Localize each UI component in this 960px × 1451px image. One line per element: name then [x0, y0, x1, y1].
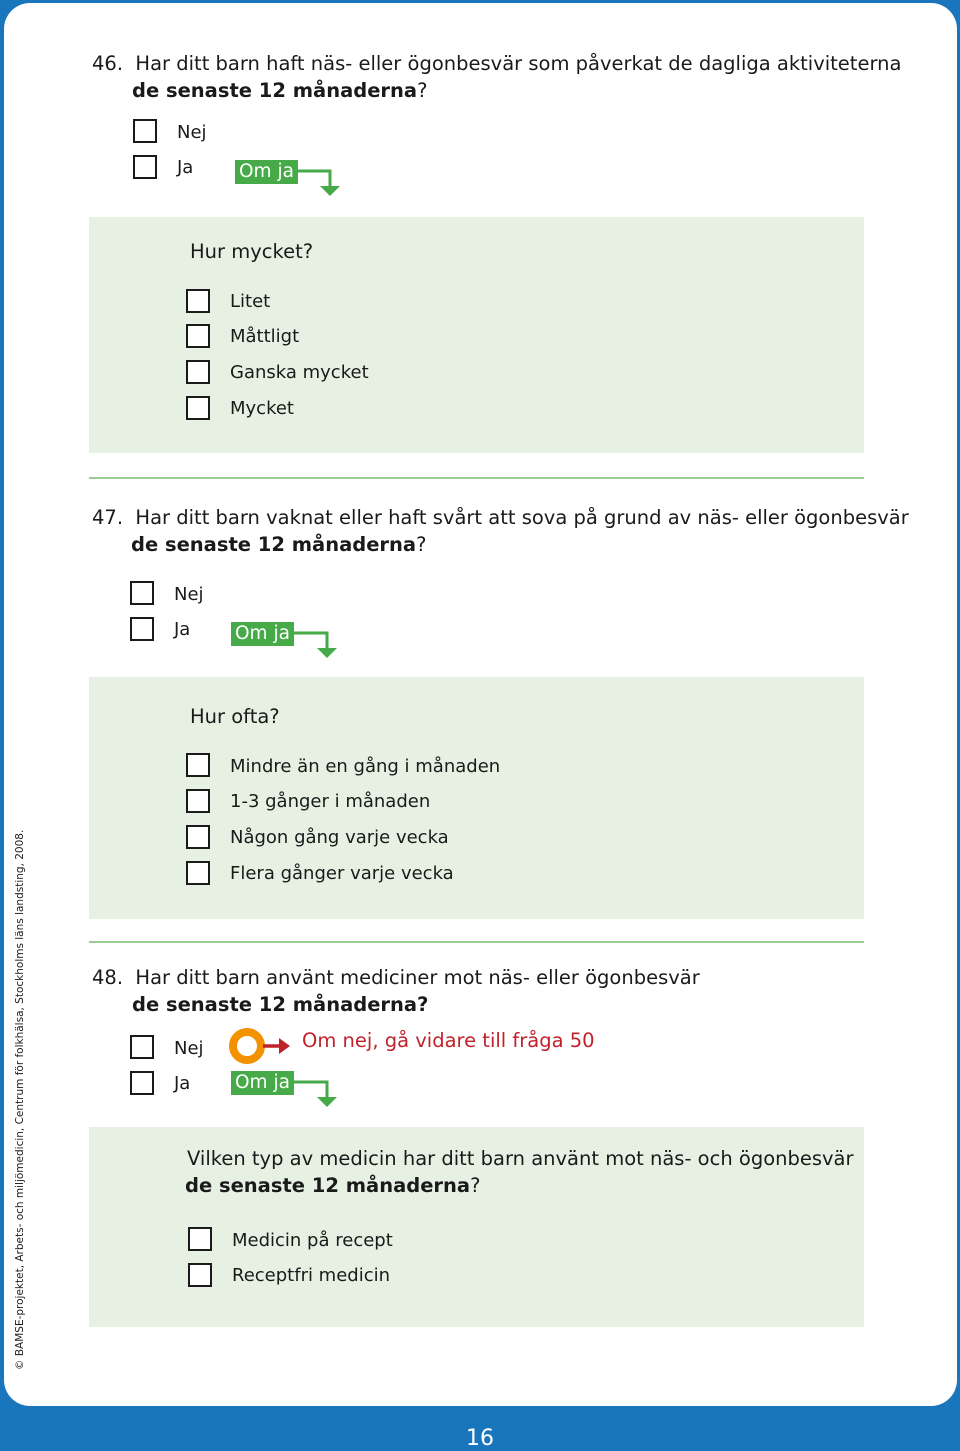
q46-nej-checkbox[interactable]	[133, 119, 157, 143]
q46-sub-label: Måttligt	[230, 326, 300, 347]
q47-sub-checkbox-3[interactable]	[186, 825, 210, 849]
q46-ja-label: Ja	[177, 157, 194, 178]
q48-sub-checkbox-receptfri[interactable]	[188, 1263, 212, 1287]
q48-nej-label: Nej	[174, 1038, 204, 1059]
q47-nej-label: Nej	[174, 584, 204, 605]
q48-skip-instruction: Om nej, gå vidare till fråga 50	[302, 1029, 595, 1052]
page-number: 16	[466, 1426, 494, 1451]
q47-sub-label: Mindre än en gång i månaden	[230, 756, 501, 777]
q47-sub-checkbox-1[interactable]	[186, 753, 210, 777]
q46-ja-checkbox[interactable]	[133, 155, 157, 179]
q47-sub-question: Hur ofta?	[190, 705, 280, 728]
q46-arrow-down-icon	[296, 165, 346, 199]
skip-ring-arrow-icon	[228, 1027, 294, 1067]
q48-om-ja-tag: Om ja	[231, 1071, 294, 1095]
q47-om-ja-tag: Om ja	[231, 622, 294, 646]
q46-sub-checkbox-ganska-mycket[interactable]	[186, 360, 210, 384]
q46-sub-checkbox-litet[interactable]	[186, 289, 210, 313]
q48-sub-checkbox-recept[interactable]	[188, 1227, 212, 1251]
q48-sub-period: de senaste 12 månaderna?	[185, 1174, 481, 1197]
q47-sub-checkbox-4[interactable]	[186, 861, 210, 885]
q46-om-ja-tag: Om ja	[235, 160, 298, 184]
q46-sub-checkbox-mattligt[interactable]	[186, 324, 210, 348]
q46-sub-question: Hur mycket?	[190, 240, 314, 263]
q46-sub-label: Ganska mycket	[230, 362, 369, 383]
q48-arrow-down-icon	[293, 1076, 343, 1110]
copyright-sidebar: © BAMSE-projektet, Arbets- och miljömedicin, Centrum för folkhälsa, Stockholms läns landsting, 2008.	[14, 829, 26, 1370]
q48-sub-question: Vilken typ av medicin har ditt barn använt mot näs- och ögonbesvär	[187, 1147, 854, 1170]
section-divider	[89, 941, 864, 943]
q46-text: 46. Har ditt barn haft näs- eller ögonbesvär som påverkat de dagliga aktiviteterna	[92, 52, 902, 75]
q48-ja-checkbox[interactable]	[130, 1071, 154, 1095]
q47-sub-checkbox-2[interactable]	[186, 789, 210, 813]
q46-nej-label: Nej	[177, 122, 207, 143]
q46-sub-checkbox-mycket[interactable]	[186, 396, 210, 420]
q48-ja-label: Ja	[174, 1073, 191, 1094]
q48-period: de senaste 12 månaderna?	[132, 993, 429, 1016]
q47-ja-label: Ja	[174, 619, 191, 640]
q47-sub-label: 1-3 gånger i månaden	[230, 791, 431, 812]
q47-period: de senaste 12 månaderna?	[131, 533, 427, 556]
q47-text: 47. Har ditt barn vaknat eller haft svårt att sova på grund av näs- eller ögonbesvär	[92, 506, 909, 529]
q47-nej-checkbox[interactable]	[130, 581, 154, 605]
q48-sub-label: Receptfri medicin	[232, 1265, 391, 1286]
q48-sub-label: Medicin på recept	[232, 1230, 393, 1251]
q47-ja-checkbox[interactable]	[130, 617, 154, 641]
q48-text: 48. Har ditt barn använt mediciner mot näs- eller ögonbesvär	[92, 966, 700, 989]
q48-nej-checkbox[interactable]	[130, 1035, 154, 1059]
q47-arrow-down-icon	[293, 627, 343, 661]
section-divider	[89, 477, 864, 479]
q46-period: de senaste 12 månaderna?	[132, 79, 428, 102]
q47-sub-label: Någon gång varje vecka	[230, 827, 449, 848]
q47-sub-label: Flera gånger varje vecka	[230, 863, 454, 884]
q46-sub-label: Mycket	[230, 398, 294, 419]
q46-sub-label: Litet	[230, 291, 271, 312]
